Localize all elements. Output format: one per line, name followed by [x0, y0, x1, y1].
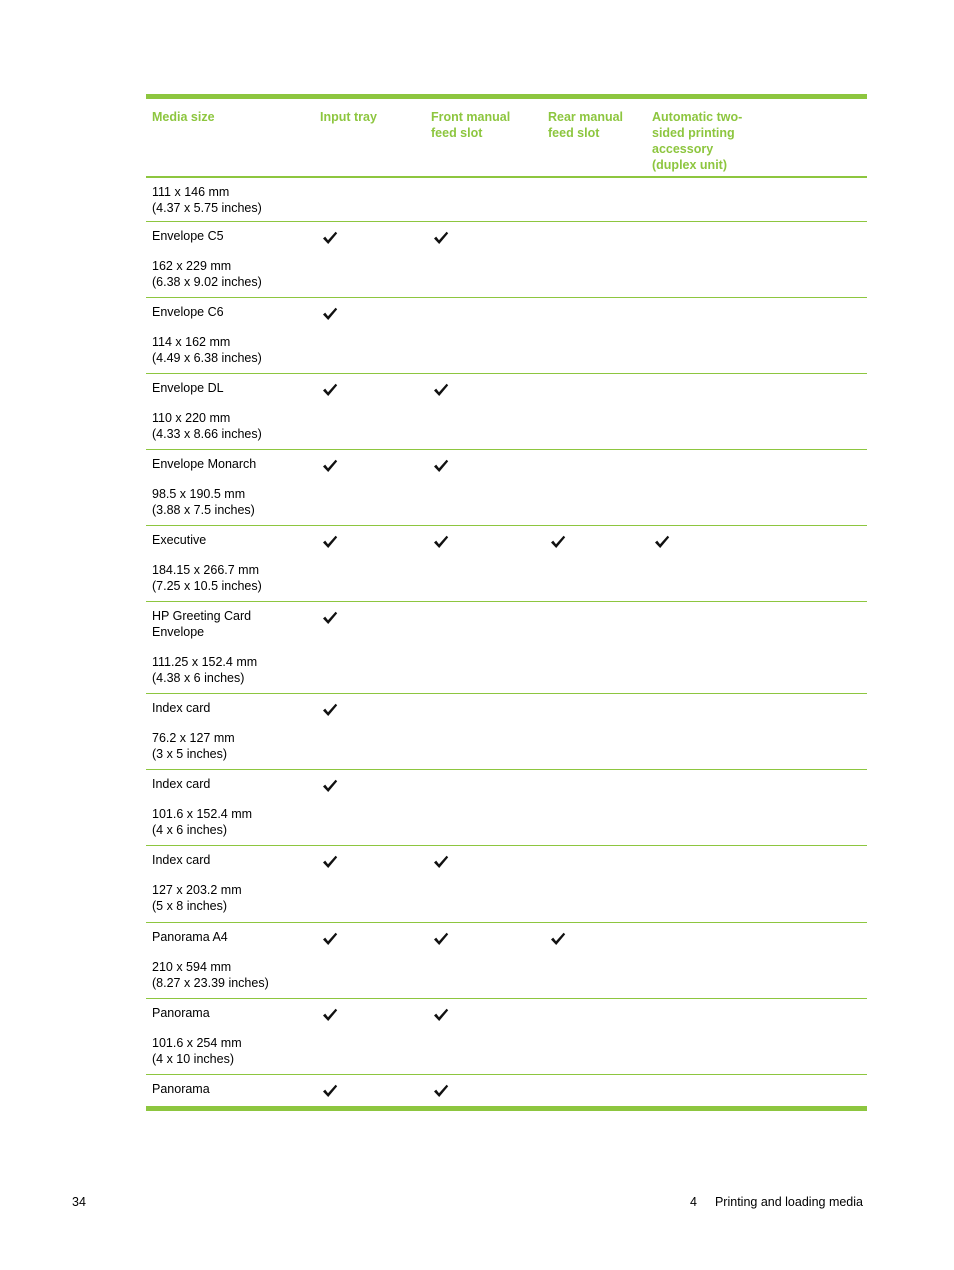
media-dimensions-inches: (4.33 x 8.66 inches) — [152, 427, 262, 441]
table-row — [146, 374, 867, 450]
media-dimensions-inches: (7.25 x 10.5 inches) — [152, 579, 262, 593]
support-cell — [542, 770, 646, 845]
media-dimensions-inches: (8.27 x 23.39 inches) — [152, 976, 269, 990]
support-cell — [425, 298, 542, 373]
check-icon — [433, 459, 449, 473]
support-cell — [314, 1075, 425, 1106]
media-dimensions-mm: 98.5 x 190.5 mm — [152, 487, 246, 501]
header-input-tray — [314, 99, 425, 176]
table-row — [146, 178, 867, 222]
support-cell — [314, 178, 425, 221]
support-cell — [314, 694, 425, 769]
media-dimensions-inches: (5 x 8 inches) — [152, 899, 228, 913]
support-cell — [425, 999, 542, 1074]
media-dimensions-mm: 110 x 220 mm — [152, 411, 231, 425]
media-dimensions-inches: (6.38 x 9.02 inches) — [152, 275, 262, 289]
header-duplex-unit — [646, 99, 867, 176]
media-size-cell — [146, 770, 314, 845]
header-line: sided printing — [652, 126, 735, 140]
support-cell — [314, 374, 425, 449]
media-dimensions-mm: 111.25 x 152.4 mm — [152, 655, 258, 669]
support-cell — [314, 923, 425, 998]
check-icon — [433, 855, 449, 869]
support-cell — [646, 178, 867, 221]
table-row — [146, 298, 867, 374]
table-row — [146, 694, 867, 770]
check-icon — [322, 535, 338, 549]
check-icon — [550, 535, 566, 549]
media-name: Envelope Monarch — [152, 457, 257, 471]
support-cell — [425, 222, 542, 297]
support-cell — [542, 602, 646, 693]
media-size-cell — [146, 450, 314, 525]
check-icon — [322, 1008, 338, 1022]
table-row — [146, 846, 867, 923]
check-icon — [433, 231, 449, 245]
media-dimensions-mm: 114 x 162 mm — [152, 335, 231, 349]
support-cell — [646, 298, 867, 373]
support-cell — [542, 178, 646, 221]
check-icon — [322, 459, 338, 473]
media-name: Index card — [152, 701, 211, 715]
media-dimensions-inches: (4.38 x 6 inches) — [152, 671, 245, 685]
media-dimensions-mm: 162 x 229 mm — [152, 259, 232, 273]
media-dimensions-mm: 184.15 x 266.7 mm — [152, 563, 260, 577]
header-media-size — [146, 99, 314, 176]
chapter-title: Printing and loading media — [714, 1195, 863, 1209]
check-icon — [322, 383, 338, 397]
support-cell — [314, 450, 425, 525]
support-cell — [646, 526, 867, 601]
support-cell — [646, 374, 867, 449]
support-cell — [425, 374, 542, 449]
support-cell — [646, 846, 867, 922]
header-line: feed slot — [431, 126, 483, 140]
support-cell — [314, 222, 425, 297]
table-row — [146, 602, 867, 694]
media-name: Panorama A4 — [152, 930, 228, 944]
support-cell — [314, 999, 425, 1074]
support-cell — [542, 298, 646, 373]
header-line: feed slot — [548, 126, 600, 140]
media-name: HP Greeting Card Envelope — [152, 609, 252, 639]
support-cell — [425, 526, 542, 601]
media-size-cell — [146, 999, 314, 1074]
media-dimensions-inches: (4.49 x 6.38 inches) — [152, 351, 262, 365]
check-icon — [433, 932, 449, 946]
support-cell — [425, 1075, 542, 1106]
support-cell — [425, 694, 542, 769]
media-name: Panorama — [152, 1082, 210, 1096]
support-cell — [425, 846, 542, 922]
table-body — [146, 178, 867, 1106]
support-cell — [542, 526, 646, 601]
check-icon — [322, 1084, 338, 1098]
support-cell — [646, 999, 867, 1074]
header-line: Rear manual — [548, 110, 624, 124]
support-cell — [542, 222, 646, 297]
header-line: Automatic two- — [652, 110, 743, 124]
support-cell — [542, 923, 646, 998]
support-cell — [646, 923, 867, 998]
media-dimensions-inches: (3.88 x 7.5 inches) — [152, 503, 255, 517]
header-front-manual-feed-slot — [425, 99, 542, 176]
media-size-cell — [146, 923, 314, 998]
media-size-cell — [146, 374, 314, 449]
media-size-cell — [146, 602, 314, 693]
support-cell — [425, 450, 542, 525]
page-number: 34 — [72, 1195, 86, 1209]
header-line: accessory — [652, 142, 714, 156]
media-dimensions-inches: (4.37 x 5.75 inches) — [152, 201, 262, 215]
support-cell — [542, 846, 646, 922]
check-icon — [322, 855, 338, 869]
media-name: Executive — [152, 533, 207, 547]
support-cell — [425, 178, 542, 221]
support-cell — [646, 602, 867, 693]
check-icon — [433, 1008, 449, 1022]
media-size-table — [146, 94, 867, 1111]
support-cell — [646, 770, 867, 845]
media-dimensions-inches: (4 x 6 inches) — [152, 823, 228, 837]
media-name: Index card — [152, 777, 211, 791]
media-dimensions-inches: (3 x 5 inches) — [152, 747, 228, 761]
check-icon — [654, 535, 670, 549]
support-cell — [646, 450, 867, 525]
check-icon — [322, 779, 338, 793]
media-size-cell — [146, 694, 314, 769]
check-icon — [322, 307, 338, 321]
support-cell — [314, 846, 425, 922]
check-icon — [322, 231, 338, 245]
media-dimensions-mm: 101.6 x 152.4 mm — [152, 807, 253, 821]
support-cell — [542, 694, 646, 769]
header-line: Front manual — [431, 110, 511, 124]
support-cell — [542, 450, 646, 525]
support-cell — [425, 770, 542, 845]
media-name: Panorama — [152, 1006, 210, 1020]
table-row — [146, 222, 867, 298]
media-size-cell — [146, 526, 314, 601]
support-cell — [542, 374, 646, 449]
check-icon — [322, 932, 338, 946]
table-row — [146, 923, 867, 999]
media-size-cell — [146, 1075, 314, 1106]
check-icon — [550, 932, 566, 946]
support-cell — [314, 602, 425, 693]
header-line: Input tray — [320, 110, 377, 124]
media-name: Envelope DL — [152, 381, 224, 395]
media-dimensions-mm: 210 x 594 mm — [152, 960, 232, 974]
header-line: (duplex unit) — [652, 158, 727, 172]
chapter-number: 4 — [690, 1195, 697, 1209]
check-icon — [433, 1084, 449, 1098]
support-cell — [646, 222, 867, 297]
check-icon — [433, 383, 449, 397]
check-icon — [322, 611, 338, 625]
header-line: Media size — [152, 110, 215, 124]
media-size-cell — [146, 178, 314, 221]
support-cell — [314, 526, 425, 601]
check-icon — [433, 535, 449, 549]
table-row — [146, 999, 867, 1075]
media-dimensions-mm: 111 x 146 mm — [152, 185, 230, 199]
media-size-cell — [146, 846, 314, 922]
table-row — [146, 1075, 867, 1106]
support-cell — [542, 999, 646, 1074]
chapter-footer — [690, 1194, 863, 1210]
header-rear-manual-feed-slot — [542, 99, 646, 176]
media-name: Envelope C6 — [152, 305, 224, 319]
media-dimensions-mm: 76.2 x 127 mm — [152, 731, 235, 745]
media-size-cell — [146, 298, 314, 373]
support-cell — [646, 1075, 867, 1106]
table-row — [146, 450, 867, 526]
table-row — [146, 770, 867, 846]
media-name: Envelope C5 — [152, 229, 224, 243]
support-cell — [314, 298, 425, 373]
media-dimensions-inches: (4 x 10 inches) — [152, 1052, 234, 1066]
table-header-row — [146, 99, 867, 178]
support-cell — [314, 770, 425, 845]
table-row — [146, 526, 867, 602]
support-cell — [425, 602, 542, 693]
support-cell — [646, 694, 867, 769]
media-dimensions-mm: 101.6 x 254 mm — [152, 1036, 242, 1050]
media-name: Index card — [152, 853, 211, 867]
support-cell — [425, 923, 542, 998]
media-dimensions-mm: 127 x 203.2 mm — [152, 883, 242, 897]
check-icon — [322, 703, 338, 717]
media-size-cell — [146, 222, 314, 297]
support-cell — [542, 1075, 646, 1106]
